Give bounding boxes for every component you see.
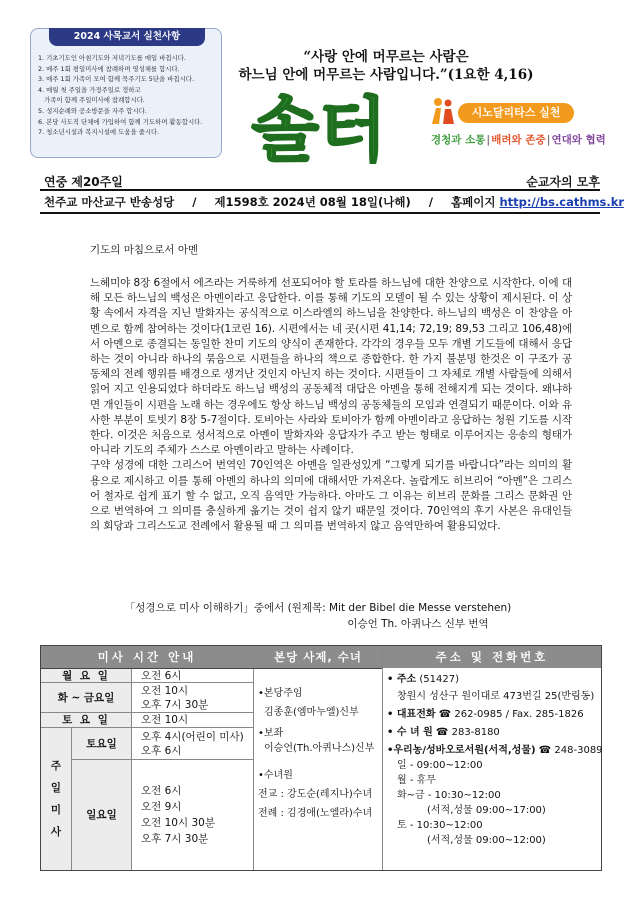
sisters-title: •수녀원: [258, 770, 293, 781]
sunday-label: 일요일: [72, 760, 131, 870]
feast-name: 순교자의 모후: [526, 175, 600, 189]
mass-time: 오전 9시: [141, 801, 182, 813]
mass-time: 오전 6시: [141, 785, 182, 797]
value-separator: |: [546, 134, 551, 146]
homepage-label: 홈페이지: [451, 195, 496, 209]
info-table: [40, 645, 602, 871]
practice-list: [38, 53, 217, 138]
postcode: (51427): [419, 674, 460, 685]
core-values: [431, 132, 611, 147]
staff-list: [258, 686, 382, 821]
practice-box-title: 2024 사목교서 실천사항: [49, 28, 205, 46]
contact-header: 주소 및 전화번호: [383, 646, 601, 668]
monday-times: [132, 669, 253, 682]
article-subtitle: 기도의 마침으로서 아멘: [90, 244, 199, 256]
header-rule-bottom: [40, 212, 600, 214]
article-source: [0, 600, 636, 632]
saturday-vigil-label: 토요일: [72, 728, 131, 759]
mass-time: 오전 10시: [141, 714, 189, 726]
saturday-times: [132, 713, 253, 727]
address-label: • 주소: [387, 674, 417, 685]
monday-label: 월 요 일: [41, 669, 131, 682]
convent-label: • 수 녀 원: [387, 727, 433, 738]
practice-item: 5. 성지순례와 공소방문을 자주 합시다.: [38, 106, 147, 115]
tue-fri-times: [132, 683, 253, 712]
sister-name: 전교 : 강도순(레지나)수녀: [258, 789, 373, 800]
phone-number: ☎ 262-0985 / Fax. 285-1826: [438, 709, 584, 720]
bible-verse: [236, 48, 536, 84]
synodality-badge: 시노달리타스 실천: [458, 103, 574, 123]
practice-item: 1. 기초기도인 아침기도와 저녁기도를 매일 바칩시다.: [38, 54, 186, 62]
header-rule-top: [40, 189, 600, 191]
mass-time: 오후 4시(어린이 미사): [141, 730, 244, 743]
sister-name: 전례 : 김경애(노엘라)수녀: [258, 808, 373, 819]
saturday-label: 토 요 일: [41, 713, 131, 727]
sunday-mass-label: 주일미사: [41, 728, 71, 870]
practice-item: 2. 매주 1회 평일미사에 참례하며 영성체를 합시다.: [38, 64, 180, 73]
practice-item: 6. 본당 사도직 단체에 가입하여 함께 기도하며 활동합시다.: [38, 117, 203, 126]
value-solidarity: 연대와 협력: [551, 134, 606, 146]
source-translator: 이승언 Th. 아퀴나스 신부 번역: [347, 618, 489, 630]
shop-hours: (서적,성물 09:00~12:00): [427, 835, 546, 846]
mass-time: 오전 10시 30분: [141, 817, 215, 829]
shop-hours: (서적,성물 09:00~17:00): [427, 805, 546, 816]
practice-item: 7. 청소년시설과 복지시설에 도움을 줍시다.: [38, 128, 160, 137]
mass-time: 오후 7시 30분: [141, 833, 209, 845]
saturday-vigil-times: [132, 728, 253, 759]
mass-time: 오전 6시: [141, 669, 182, 682]
column-divider: [382, 646, 383, 870]
practice-item: 가족이 함께 주일미사에 참례합시다.: [38, 96, 145, 105]
article-paragraph: 구약 성경에 대한 그리스어 번역인 70인역은 아멘을 일관성있게 “그렇게 되기를 바랍니다”라는 의미의 활용으로 제시하고 이를 통해 아멘의 하나의 의미에 대해서만 가져온다. 놀랍게도 히브리어 “아멘”은 그리스어 철자로 쉽게 표기 할 수 없고, 오직 음역만 가능하다. 아마도 그 이유는 히브리 문화를 그리스 문화권 안으로 번역하여 그 의미를 충실하게 옮기는 것이 쉽지 않기 때문일 것이다. 70인역의 후기 사본은 유대인들의 회당과 그리스도교 전례에서 활용될 때 그 의미를 번역하지 않고 음역만하여 활용되었다.: [90, 459, 572, 533]
assistant-title: •보좌: [258, 728, 284, 739]
slash-separator: /: [192, 195, 197, 209]
contact-list: [387, 672, 601, 848]
assistant-name: 이승언(Th.아퀴나스)신부: [264, 743, 375, 754]
issue-info: 제1598호 2024년 08월 18일(나해): [214, 195, 411, 209]
homepage-link[interactable]: http://bs.cathms.kr: [499, 195, 625, 209]
sunday-times: [132, 760, 253, 870]
mass-time: 오후 6시: [141, 744, 182, 757]
logo-text: 솔터: [251, 89, 387, 164]
mass-time-header: 미사 시간 안내: [41, 646, 253, 668]
solter-logo: [226, 88, 412, 164]
source-book: 「성경으로 미사 이해하기」중에서 (원제목: Mit der Bibel die Messe verstehen): [124, 602, 512, 614]
pastor-name: 김종훈(엠마누엘)신부: [264, 707, 359, 718]
pastor-title: •본당주임: [258, 688, 303, 699]
value-separator: |: [486, 134, 491, 146]
parish-info-line: [44, 194, 625, 210]
parish-name: 천주교 마산교구 반송성당: [44, 195, 175, 209]
verse-line-2: 하느님 안에 머무르는 사람입니다.”(1요한 4,16): [238, 67, 534, 83]
address: 창원시 성산구 원이대로 473번길 25(반림동): [397, 691, 595, 702]
liturgical-line: [44, 173, 600, 190]
mass-time: 오후 7시 30분: [141, 698, 209, 711]
phone-label: • 대표전화: [387, 709, 436, 720]
verse-line-1: “사랑 안에 머무르는 사람은: [303, 49, 469, 65]
mass-time: 오전 10시: [141, 684, 189, 697]
practice-item: 3. 매주 1회 가족이 모여 함께 묵주기도 5단을 바칩시다.: [38, 75, 194, 84]
convent-phone: ☎ 283-8180: [436, 727, 500, 738]
shop-label: •우리농/성바오로서원(서적,성물): [387, 745, 536, 756]
shop-hours: 일 - 09:00~12:00: [397, 760, 483, 771]
practice-item: 4. 매월 첫 주일을 가정주일로 정하고: [38, 85, 141, 94]
article-body: [90, 276, 572, 534]
liturgical-week: 연중 제20주일: [44, 175, 123, 189]
staff-header: 본당 사제, 수녀: [254, 646, 382, 668]
column-divider: [253, 646, 254, 870]
shop-phone: ☎ 248-3089: [538, 745, 603, 756]
slash-separator: /: [428, 195, 433, 209]
shop-hours: 화~금 - 10:30~12:00: [397, 790, 501, 801]
people-icon: [430, 96, 456, 126]
shop-hours: 토 - 10:30~12:00: [397, 820, 483, 831]
value-respect: 배려와 존중: [491, 134, 546, 146]
article-paragraph: 느헤미야 8장 6절에서 에즈라는 거룩하게 선포되어야 할 토라를 하느님에 대한 찬양으로 시작한다. 이에 대해 모든 하느님의 백성은 아멘이라고 응답한다. 이를 통해 기도의 모델이 될 수 있는 상황이 제시된다. 이 상황 속에서 자격을 지닌 발화자는 공식적으로 이스라엘의 하느님을 찬양한다. 하느님의 백성은 이 찬양을 아멘으로 함께 참여하는 것이다(1코린 16). 시편에서는 네 곳(시편 41,14; 72,19; 89,53 그리고 106,48)에서 아멘으로 종결되는 동일한 찬미 기도의 양식이 존재한다. 각각의 경우들 모두 개별 기도들에 대해서 응답하는 것이 아니라 하나의 묶음으로 시편들을 하나의 책으로 종합한다. 한 가지 불분명 한것은 이 구조가 공동체의 전례 행위를 배경으로 생겨난 것인지 아닌지 하는 것이다. 시편들이 그 자체로 개별 사람들에 의해서 읽어 지고 인용되었다 하더라도 하느님 백성의 공동체적 대답은 아멘을 통해 전해지게 되는 것이다. 왜냐하면 개인들이 시편을 노래 하는 경우에도 항상 하느님 백성의 공동체들의 모임과 연결되기 때문이다. 이와 유사한 부분이 토빗기 8장 5-7절이다. 토비아는 사라와 토비아가 함께 아멘이라고 응답하는 청원 기도를 시작한다. 이것은 처음으로 성서적으로 아멘이 발화자와 응답자가 주고 받는 형태로 이루어지는 응송의 형태가 아니라 기도의 주체가 스스로 아멘이라고 말하는 사례이다.: [90, 277, 572, 457]
value-listening: 경청과 소통: [431, 134, 486, 146]
shop-hours: 월 - 휴무: [397, 775, 436, 786]
pastoral-practice-box: [30, 28, 222, 158]
tue-fri-label: 화 ~ 금요일: [41, 683, 131, 712]
